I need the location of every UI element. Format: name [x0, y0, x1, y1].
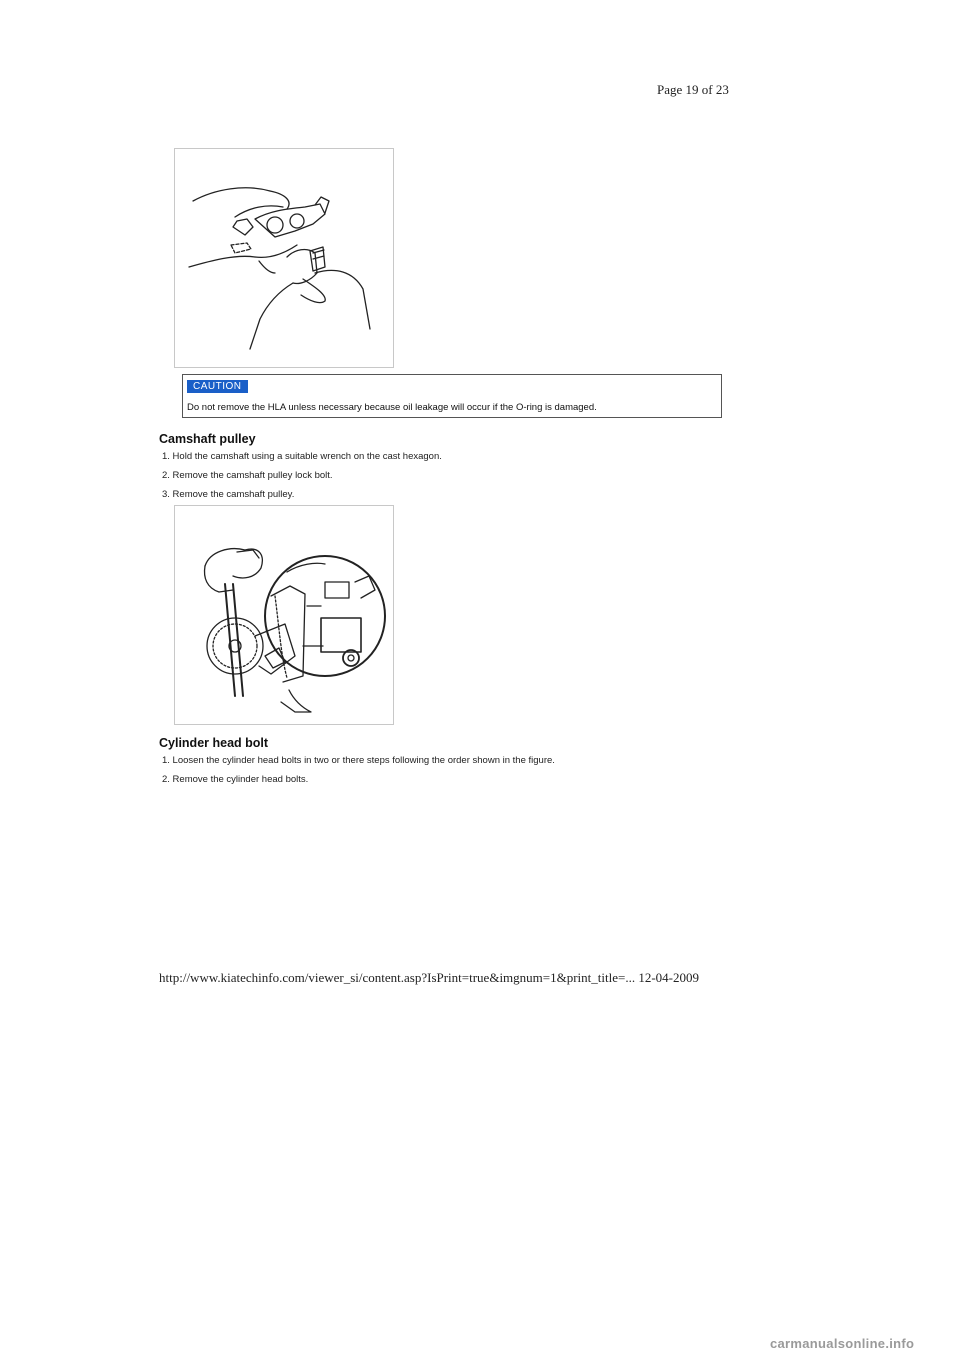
- list-item: 1. Loosen the cylinder head bolts in two or there steps following the order shown in the figure.: [162, 755, 555, 766]
- list-item: 1. Hold the camshaft using a suitable wrench on the cast hexagon.: [162, 451, 442, 462]
- section-heading-cylinder-head-bolt: Cylinder head bolt: [159, 736, 269, 750]
- camshaft-pulley-illustration: [174, 505, 394, 725]
- cylinder-head-bolt-steps: [162, 751, 555, 789]
- caution-badge: CAUTION: [187, 380, 248, 393]
- camshaft-pulley-steps: [162, 447, 442, 504]
- caution-box: [182, 374, 722, 418]
- caution-text: Do not remove the HLA unless necessary because oil leakage will occur if the O-ring is damaged.: [187, 402, 597, 413]
- list-item: 2. Remove the camshaft pulley lock bolt.: [162, 470, 333, 481]
- section-heading-camshaft-pulley: Camshaft pulley: [159, 432, 256, 446]
- hla-removal-illustration: [174, 148, 394, 368]
- list-item: 3. Remove the camshaft pulley.: [162, 489, 295, 500]
- watermark-logo: carmanualsonline.info: [770, 1336, 915, 1351]
- page-number: Page 19 of 23: [657, 82, 729, 97]
- list-item: 2. Remove the cylinder head bolts.: [162, 774, 309, 785]
- footer-url: http://www.kiatechinfo.com/viewer_si/content.asp?IsPrint=true&imgnum=1&print_title=... 12-04-2009: [159, 970, 699, 985]
